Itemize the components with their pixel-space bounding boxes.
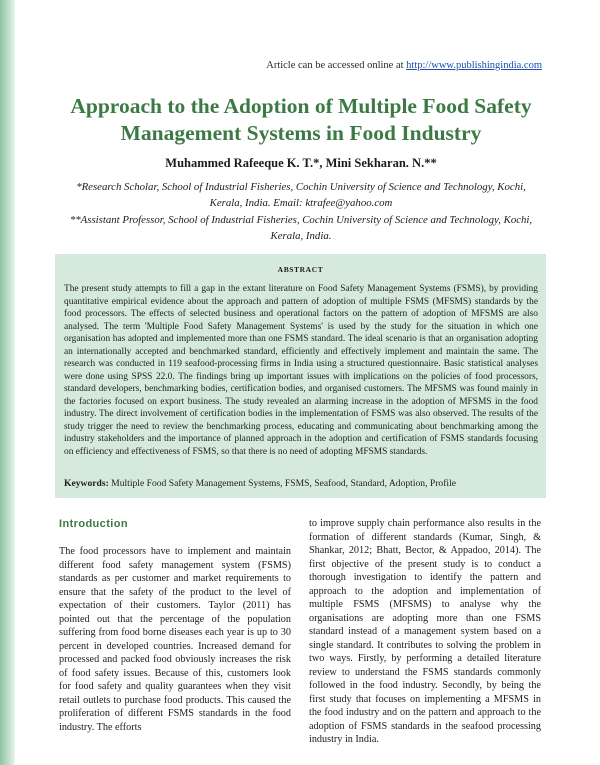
paper-title: Approach to the Adoption of Multiple Food Safety Management Systems in Food Industry xyxy=(70,94,532,145)
affiliation-2: **Assistant Professor, School of Industrial Fisheries, Cochin University of Science and Technology, Kochi, Kerala, India. xyxy=(69,214,533,242)
access-note xyxy=(266,60,542,71)
left-column-text: The food processors have to implement and maintain different food safety management system (FSMS) standards as per customer and market requirements to ensure that the safety of the product to the level of expectation of their customers. Taylor (2011) has pointed out that the percentage of the population suffering from food borne diseases each year is up to 30 percent in developed countries. Increased demand for processed and packed food obviously increases the risk of food safety issues. Because of this, customers look for food safety and quality guarantees when they visit retail outlets to purchase food products. This caused the proliferation of different FSMS standards in the food industry. The efforts xyxy=(59,546,291,733)
keywords-list: Multiple Food Safety Management Systems, FSMS, Seafood, Standard, Adoption, Profile xyxy=(111,478,456,489)
affiliation-1: *Research Scholar, School of Industrial Fisheries, Cochin University of Science and Technology, Kochi, Kerala, India. Email: ktrafee@yahoo.com xyxy=(76,181,526,209)
abstract-text: The present study attempts to fill a gap in the extant literature on Food Safety Management Systems (FSMS), by providing quantitative empirical evidence about the approach and pattern of adoption of multiple FSMS (MFSMS) standards by the food processors. The effects of selected business and operational factors on the pattern of adoption of MFSMS are also analysed. The term 'Multiple Food Safety Management Systems' is used by the study for the situation in which one organisation has adopted and implemented more than one FSMS standard. The ideal scenario is that an organisation adopting an internationally accepted and benchmarked standard, efficiently and effectively implement and maintain the same. The research was conducted in 119 seafood-processing firms in India using a structured questionnaire. Basic statistical analyses were done using SPSS 22.0. The findings bring up important issues with implications on the policies of food processors, standard developers, benchmarking bodies, certification bodies, and organised customers. The MFSMS was found mainly in the factories focused on export business. The study revealed an alarming increase in the adoption of MFSMS in the food industry. The direct involvement of certification bodies in the implementation of FSMS was also observed. The results of the study trigger the need to review the benchmarking process, educating and communicating about benchmarking among the industry stakeholders and the importance of planned approach in the adoption and certification of FSMS standards focusing on efficiency and effectiveness of FSMS, so that there is no need of adopting MFSMS standards. xyxy=(64,284,538,457)
section-heading-introduction: Introduction xyxy=(59,518,128,530)
abstract-heading: ABSTRACT xyxy=(277,265,324,274)
keywords-label: Keywords: xyxy=(64,478,109,489)
right-column-text: to improve supply chain performance also results in the formation of different standards (Kumar, Singh, & Shankar, 2012; Bhatt, Bector, & Appadoo, 2014). The first objective of the present study is to conduct a thorough investigation to identify the pattern and approach to the adoption and implementation of multiple FSMS (MFSMS) to analyse why the organisations are adopting more than one FSMS standard instead of a management system based on a single standard. It contributes to solving the problem in two ways. Firstly, by performing a detailed literature review to understand the FSMS standards commonly followed in the food industry. Secondly, by being the first study that focuses on implementing a MFSMS in the food industry and on the pattern and approach to the adoption of FSMS standards in the seafood processing industry in India. xyxy=(309,518,541,745)
access-note-text: Article can be accessed online at xyxy=(266,60,404,71)
authors: Muhammed Rafeeque K. T.*, Mini Sekharan. N.** xyxy=(165,156,437,170)
side-color-strip xyxy=(0,0,15,765)
keywords xyxy=(64,478,538,491)
publisher-link[interactable]: http://www.publishingindia.com xyxy=(406,60,542,71)
